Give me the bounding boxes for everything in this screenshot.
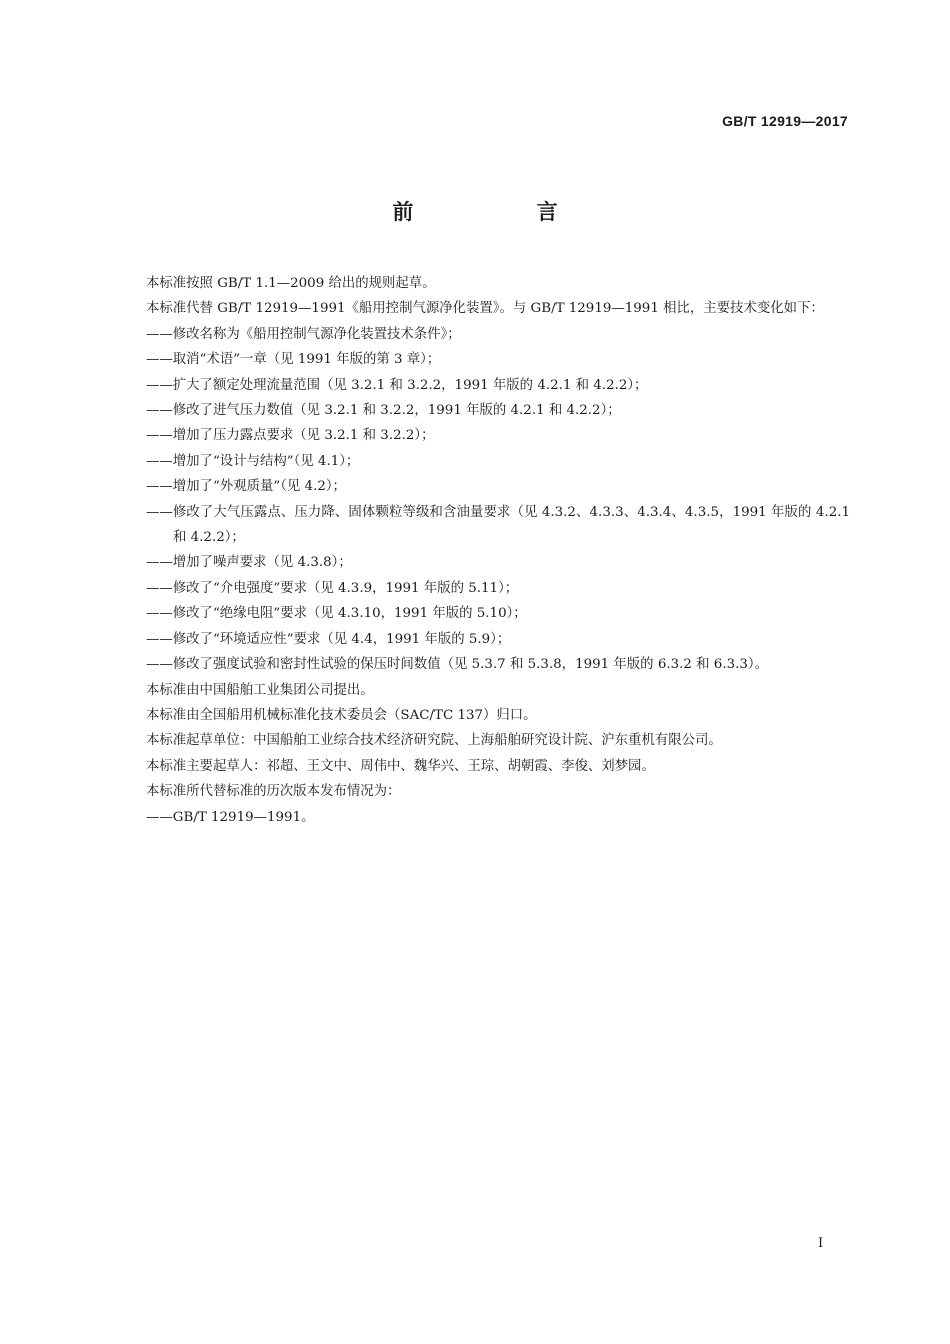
change-item: ——取消“术语”一章（见 1991 年版的第 3 章）；: [146, 352, 441, 368]
paragraph-drafting-rules: 本标准按照 GB/T 1.1—2009 给出的规则起草。: [146, 276, 436, 291]
change-item: ——增加了“外观质量”（见 4.2）；: [146, 479, 346, 495]
change-item: ——扩大了额定处理流量范围（见 3.2.1 和 3.2.2，1991 年版的 4.2.1 和 4.2.2）；: [146, 377, 648, 393]
change-item: ——修改名称为《船用控制气源净化装置技术条件》；: [146, 326, 461, 342]
page-number: I: [818, 1236, 824, 1251]
change-item: ——修改了大气压露点、压力降、固体颗粒等级和含油量要求（见 4.3.2、4.3.3、4.3.4、4.3.5，1991 年版的 4.2.1 和 4.2.2）；: [146, 504, 850, 546]
change-item: ——增加了噪声要求（见 4.3.8）；: [146, 555, 352, 571]
document-body: [118, 271, 850, 830]
paragraph-replaces: 本标准代替 GB/T 12919—1991《船用控制气源净化装置》。与 GB/T 12919—1991 相比，主要技术变化如下：: [146, 301, 824, 317]
history-item: ——GB/T 12919—1991。: [146, 809, 315, 825]
change-item: ——修改了“介电强度”要求（见 4.3.9，1991 年版的 5.11）；: [146, 580, 519, 596]
paragraph-proposer: 本标准由中国船舶工业集团公司提出。: [146, 682, 374, 698]
paragraph-drafting-units: 本标准起草单位：中国船舶工业综合技术经济研究院、上海船舶研究设计院、沪东重机有限公司。: [146, 733, 722, 749]
change-item: ——增加了压力露点要求（见 3.2.1 和 3.2.2）；: [146, 428, 435, 444]
change-item: ——修改了强度试验和密封性试验的保压时间数值（见 5.3.7 和 5.3.8，1991 年版的 6.3.2 和 6.3.3）。: [146, 657, 768, 673]
paragraph-committee: 本标准由全国船用机械标准化技术委员会（SAC/TC 137）归口。: [146, 707, 537, 723]
paragraph-drafters: 本标准主要起草人：祁超、王文中、周伟中、魏华兴、王琮、胡朝霞、李俊、刘梦园。: [146, 758, 655, 774]
change-item: ——修改了“绝缘电阻”要求（见 4.3.10，1991 年版的 5.10）；: [146, 606, 527, 622]
paragraph-history-intro: 本标准所代替标准的历次版本发布情况为：: [146, 784, 401, 800]
change-item: ——增加了“设计与结构”（见 4.1）；: [146, 453, 360, 469]
page-title: 前 言: [392, 200, 616, 224]
change-item: ——修改了进气压力数值（见 3.2.1 和 3.2.2，1991 年版的 4.2.1 和 4.2.2）；: [146, 403, 621, 419]
standard-number: GB/T 12919—2017: [722, 113, 848, 129]
change-item: ——修改了“环境适应性”要求（见 4.4，1991 年版的 5.9）；: [146, 631, 511, 647]
